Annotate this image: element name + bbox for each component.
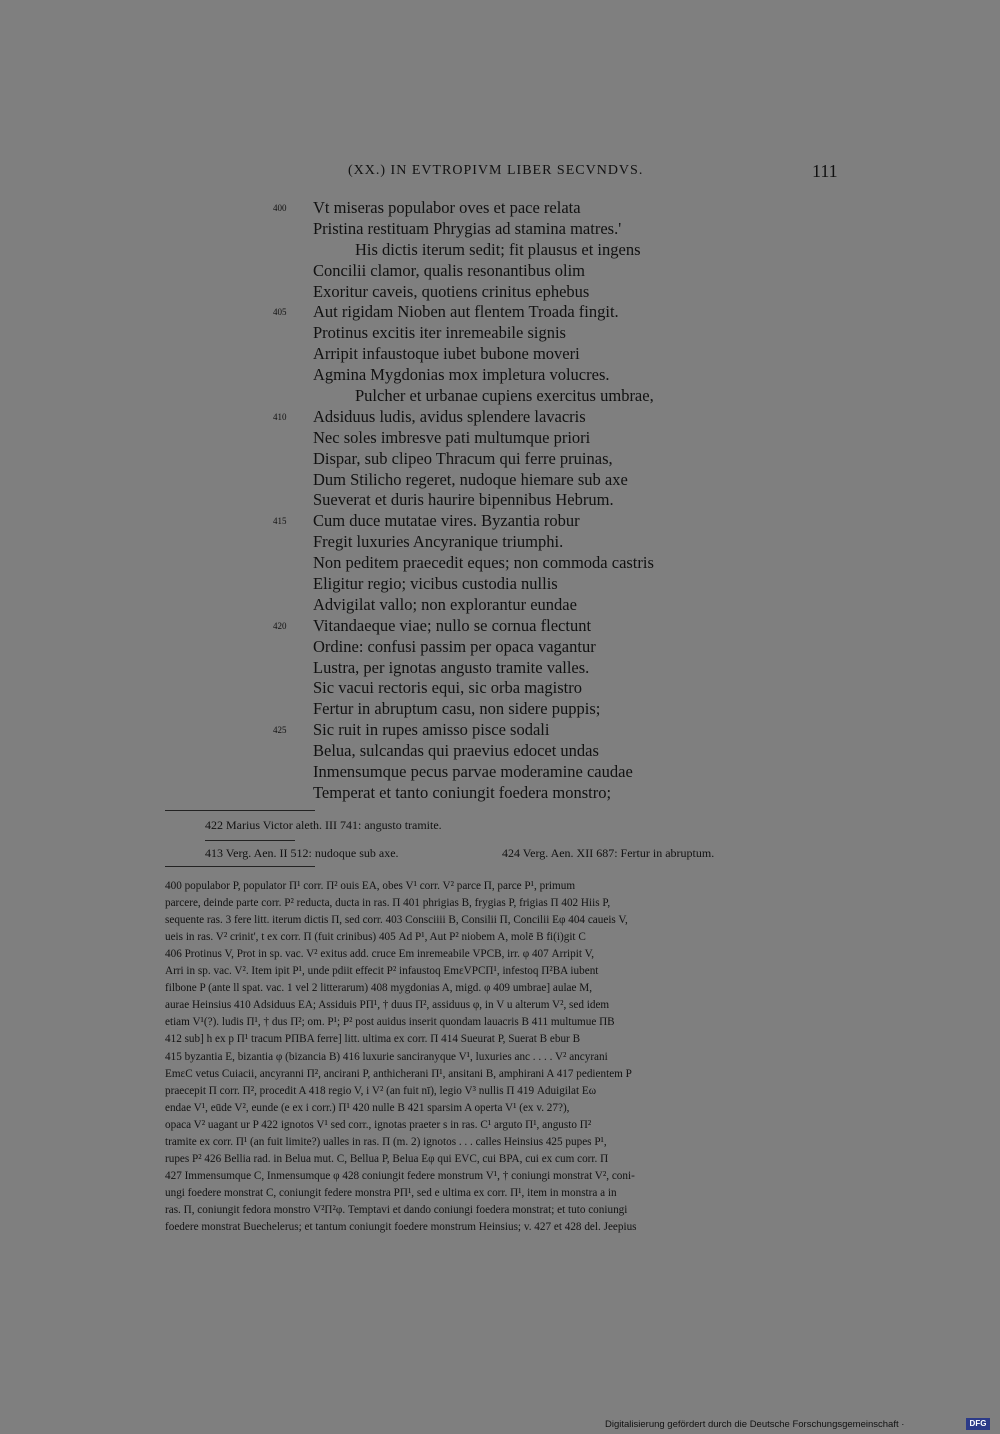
apparatus-line: 406 Protinus V, Prot in sp. vac. V² exitus add. cruce Em inremeabile VPCB, irr. φ 407 Arripit V, (165, 948, 595, 961)
verse-text: Exoritur caveis, quotiens crinitus ephebus (313, 281, 590, 301)
separator-rule (165, 866, 315, 867)
verse-line (0, 240, 1000, 261)
dfg-logo: DFG (966, 1418, 990, 1430)
apparatus-line: ueis in ras. V² crinit', t ex corr. Π (fuit crinibus) 405 Ad P¹, Aut P² niobem A, molē B fi(i)git C (165, 931, 586, 944)
line-number: 425 (273, 725, 287, 736)
verse-line (0, 386, 1000, 407)
page-header (0, 163, 1000, 185)
verse-text: Sueverat et duris haurire bipennibus Hebrum. (313, 490, 614, 510)
verse-line (0, 428, 1000, 449)
verse-text: Dispar, sub clipeo Thracum qui ferre pruinas, (313, 448, 613, 468)
apparatus-line: endae V¹, eūde V², eunde (e ex i corr.) Π¹ 420 nulle B 421 sparsim A operta V¹ (ex v. 27?), (165, 1101, 570, 1114)
apparatus-line: 412 sub] h ex p Π¹ tracum PΠBA ferre] litt. ultima ex corr. Π 414 Sueurat P, Suerat B ebur B (165, 1033, 581, 1046)
apparatus-line: etiam V¹(?). ludis Π¹, † dus Π²; om. P¹; P² post auidus inserit quondam lauacris B 411 multumue ΠB (165, 1016, 615, 1029)
apparatus-line: filbone P (ante ll spat. vac. 1 vel 2 litterarum) 408 mygdonias A, migd. φ 409 umbrae] aulae M, (165, 982, 593, 995)
verse-line (0, 365, 1000, 386)
verse-text: Sic vacui rectoris equi, sic orba magistro (313, 678, 582, 698)
verse-text: Aut rigidam Nioben aut flentem Troada fingit. (313, 302, 619, 322)
apparatus-line: EmεC vetus Cuiacii, ancyranni Π², ancirani P, anthicherani Π¹, ansitani B, amphirani A 417 pedientem P (165, 1067, 632, 1080)
verse-line (0, 302, 1000, 323)
verse-text: Eligitur regio; vicibus custodia nullis (313, 574, 558, 594)
verse-block (0, 198, 1000, 804)
line-number: 415 (273, 516, 287, 527)
verse-line (0, 323, 1000, 344)
verse-line (0, 490, 1000, 511)
page-number: 111 (812, 161, 838, 181)
verse-line (0, 532, 1000, 553)
apparatus-line: 400 populabor P, populator Π¹ corr. Π² ouis EA, obes V¹ corr. V² parce Π, parce P¹, primum (165, 880, 576, 892)
verse-text: Temperat et tanto coniungit foedera monstro; (313, 782, 612, 802)
apparatus-line: sequente ras. 3 fere litt. iterum dictis Π, sed corr. 403 Consciiii B, Consilii Π, Concilii Eφ 404 caueis V, (165, 914, 628, 927)
verse-text: Protinus excitis iter inremeabile signis (313, 323, 566, 343)
verse-text: Vt miseras populabor oves et pace relata (313, 198, 581, 217)
verse-text: Concilii clamor, qualis resonantibus olim (313, 260, 586, 280)
line-number: 405 (273, 307, 287, 318)
verse-text: Sic ruit in rupes amisso pisce sodali (313, 720, 550, 740)
verse-line (0, 658, 1000, 679)
verse-text: Pulcher et urbanae cupiens exercitus umbrae, (355, 386, 654, 406)
verse-text: Nec soles imbresve pati multumque priori (313, 427, 591, 447)
line-number: 400 (273, 203, 287, 213)
apparatus-line: 415 byzantia E, bizantia φ (bizancia B) 416 luxurie sanciranyque V¹, luxuries anc . . . . V² ancyrani (165, 1050, 608, 1063)
verse-line (0, 198, 1000, 219)
verse-line (0, 720, 1000, 741)
verse-line (0, 678, 1000, 699)
apparatus-line: foedere monstrat Buechelerus; et tantum coniungit foedere monstrum Heinsius; v. 427 et 428 del. Jeepius (165, 1221, 637, 1233)
line-number: 410 (273, 411, 287, 422)
apparatus-line: 427 Immensumque C, Inmensumque φ 428 coniungit federe monstrum V¹, † coniungi monstrat V², coni- (165, 1169, 635, 1182)
verse-text: Inmensumque pecus parvae moderamine caudae (313, 762, 633, 782)
verse-text: Agmina Mygdonias mox impletura volucres. (313, 365, 610, 385)
verse-line (0, 595, 1000, 616)
verse-line (0, 783, 1000, 804)
verse-line (0, 699, 1000, 720)
apparatus-line: praecepit Π corr. Π², procedit A 418 regio V, i V² (an fuit nī), legio V³ nullis Π 419 Aduigilat Eω (165, 1084, 597, 1097)
testimonium-line: 413 Verg. Aen. II 512: nudoque sub axe. (205, 846, 399, 860)
verse-line (0, 741, 1000, 762)
verse-text: Vitandaeque viae; nullo se cornua flectunt (313, 615, 592, 635)
apparatus-line: ras. Π, coniungit fedora monstro V²Π²φ. Temptavi et dando coniungi foedera monstrat; et tuto coniungi (165, 1203, 628, 1216)
apparatus-line: opaca V² uagant ur P 422 ignotos V¹ sed corr., ignotas praeter s in ras. C¹ arguto Π¹, angusto Π² (165, 1118, 592, 1131)
verse-line (0, 470, 1000, 491)
apparatus-line: rupes P² 426 Bellia rad. in Belua mut. C, Bellua P, Belua Eφ qui EVC, cui BPA, cui ex cum corr. Π (165, 1152, 609, 1165)
running-title: (XX.) IN EVTROPIVM LIBER SECVNDVS. (348, 163, 644, 178)
verse-line (0, 616, 1000, 637)
apparatus-line: ungi foedere monstrat C, coniungit federe monstra PΠ¹, sed e ultima ex corr. Π¹, item in monstra a in (165, 1186, 617, 1199)
verse-line (0, 553, 1000, 574)
verse-text: Non peditem praecedit eques; non commoda castris (313, 553, 654, 573)
apparatus-line: aurae Heinsius 410 Adsiduus EA; Assiduis PΠ¹, † duus Π², assiduus φ, in V u alterum V², sed idem (165, 999, 610, 1012)
verse-text: His dictis iterum sedit; fit plausus et ingens (355, 239, 641, 259)
verse-line (0, 219, 1000, 240)
apparatus-line: Arri in sp. vac. V². Item ipit P¹, unde pdiit effecit P² infaustoq EmεVPCΠ¹, infestoq Π²BA iubent (165, 965, 599, 978)
verse-line (0, 407, 1000, 428)
verse-text: Advigilat vallo; non explorantur eundae (313, 594, 577, 614)
apparatus-line: parcere, deinde parte corr. P² reducta, ducta in ras. Π 401 phrigias B, frygias P, frigias Π 402 Hiis P, (165, 897, 611, 910)
verse-line (0, 282, 1000, 303)
verse-line (0, 574, 1000, 595)
verse-line (0, 449, 1000, 470)
verse-text: Pristina restituam Phrygias ad stamina matres.' (313, 218, 622, 238)
verse-line (0, 511, 1000, 532)
verse-text: Dum Stilicho regeret, nudoque hiemare sub axe (313, 469, 628, 489)
verse-line (0, 344, 1000, 365)
verse-line (0, 637, 1000, 658)
separator-rule (205, 840, 295, 841)
verse-text: Adsiduus ludis, avidus splendere lavacris (313, 406, 586, 426)
verse-line (0, 762, 1000, 783)
line-number: 420 (273, 620, 287, 631)
separator-rule (165, 810, 315, 811)
digitization-credit: Digitalisierung gefördert durch die Deutsche Forschungsgemeinschaft · (605, 1419, 905, 1430)
verse-text: Lustra, per ignotas angusto tramite valles. (313, 657, 590, 677)
verse-text: Belua, sulcandas qui praevius edocet undas (313, 741, 599, 761)
verse-text: Arripit infaustoque iubet bubone moveri (313, 344, 580, 364)
testimonium-line: 422 Marius Victor aleth. III 741: angusto tramite. (205, 818, 442, 832)
verse-text: Ordine: confusi passim per opaca vagantur (313, 636, 596, 656)
verse-line (0, 261, 1000, 282)
verse-text: Cum duce mutatae vires. Byzantia robur (313, 511, 580, 531)
verse-text: Fertur in abruptum casu, non sidere puppis; (313, 699, 601, 719)
apparatus-line: tramite ex corr. Π¹ (an fuit limite?) ualles in ras. Π (m. 2) ignotos . . . calles Heinsius 425 pupes P¹, (165, 1135, 607, 1148)
testimonium-line: 424 Verg. Aen. XII 687: Fertur in abruptum. (502, 846, 715, 860)
verse-text: Fregit luxuries Ancyranique triumphi. (313, 532, 564, 552)
